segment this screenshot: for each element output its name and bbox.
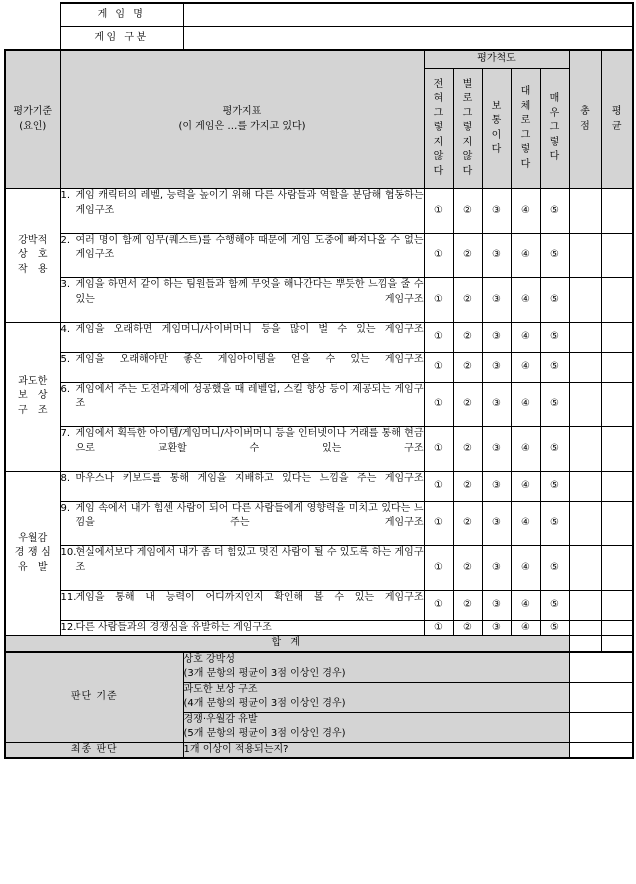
judgement-criterion-3-title: 경쟁·우월감 유발 (183, 713, 258, 725)
option-4-mark: ④ (521, 249, 530, 260)
question-text: 게임을 하면서 같이 하는 팀원들과 함께 무엇을 해나간다는 뿌듯한 느낌을 줄 수 있는 게임구조 (75, 279, 424, 305)
option-5-mark: ⑤ (550, 398, 559, 409)
question-number: 5. (60, 353, 71, 365)
row-total-cell[interactable] (569, 278, 601, 323)
option-3-mark: ③ (492, 398, 501, 409)
option-5-mark: ⑤ (550, 293, 559, 305)
header-indicator-cell (60, 50, 424, 189)
option-2-cell[interactable] (453, 322, 482, 352)
final-judgement-question: 1개 이상이 적용되는지? (183, 742, 569, 758)
option-4-cell[interactable] (511, 352, 540, 382)
option-1-cell[interactable] (424, 590, 453, 620)
option-2-mark: ② (463, 249, 472, 260)
option-4-cell[interactable] (511, 322, 540, 352)
question-cell (60, 352, 424, 382)
option-3-mark: ③ (492, 442, 501, 454)
judgement-criterion-1 (183, 652, 569, 683)
option-5-cell[interactable] (540, 471, 569, 501)
row-average-cell[interactable] (601, 278, 633, 323)
option-4-cell[interactable] (511, 590, 540, 620)
question-text: 현실에서보다 게임에서 내가 좀 더 힘있고 멋진 사람이 될 수 있도록 하는 게임구조 (75, 547, 424, 573)
row-average-cell[interactable] (601, 620, 633, 636)
row-average-cell[interactable] (601, 471, 633, 501)
question-number: 10. (60, 547, 77, 558)
option-2-cell[interactable] (453, 590, 482, 620)
question-number: 3. (60, 279, 71, 290)
judgement-criterion-3-detail: (5개 문항의 평균이 3점 이상인 경우) (183, 728, 346, 739)
option-4-cell[interactable] (511, 427, 540, 472)
option-4-mark: ④ (521, 598, 530, 610)
vertical-char: 그 (520, 129, 531, 141)
question-text: 게임을 통해 내 능력이 어디까지인지 확인해 볼 수 있는 게임구조 (75, 591, 424, 603)
option-1-cell[interactable] (424, 471, 453, 501)
row-total-cell[interactable] (569, 427, 601, 472)
question-cell (60, 233, 424, 278)
question-number: 11. (60, 591, 77, 603)
option-2-cell[interactable] (453, 233, 482, 278)
option-5-cell[interactable] (540, 501, 569, 546)
judgement-criterion-2-value[interactable] (569, 682, 633, 712)
option-1-cell[interactable] (424, 322, 453, 352)
option-1-mark: ① (434, 204, 443, 216)
question-row (5, 546, 633, 591)
vertical-char: 그 (549, 122, 560, 134)
option-4-mark: ④ (521, 330, 530, 342)
game-category-input[interactable] (183, 27, 633, 51)
vertical-char: 다 (549, 151, 560, 163)
option-3-mark: ③ (492, 330, 501, 342)
option-1-cell[interactable] (424, 352, 453, 382)
option-5-cell[interactable] (540, 620, 569, 636)
section-criteria-line: 작 용 (18, 263, 51, 275)
question-number: 8. (60, 472, 71, 484)
option-1-cell[interactable] (424, 546, 453, 591)
vertical-char: 다 (491, 144, 502, 155)
option-2-mark: ② (463, 442, 472, 454)
question-cell (60, 620, 424, 636)
vertical-char: 매 (549, 93, 560, 105)
judgement-label: 판단 기준 (5, 652, 183, 743)
option-4-cell[interactable] (511, 471, 540, 501)
option-2-mark: ② (463, 561, 472, 573)
question-row (5, 501, 633, 546)
option-5-mark: ⑤ (550, 330, 559, 342)
option-1-mark: ① (434, 249, 443, 260)
option-1-mark: ① (434, 621, 443, 633)
header-criteria-line2: (요인) (19, 120, 47, 132)
option-5-cell[interactable] (540, 590, 569, 620)
option-3-mark: ③ (492, 479, 501, 491)
question-cell (60, 471, 424, 501)
option-4-mark: ④ (521, 561, 530, 573)
option-1-mark: ① (434, 561, 443, 573)
header-indicator-line1: 평가지표 (222, 106, 262, 117)
top-row-indent (5, 3, 60, 27)
header-indicator-line2: (이 게임은 …를 가지고 있다) (178, 120, 306, 132)
final-judgement-value[interactable] (569, 742, 633, 758)
question-cell (60, 546, 424, 591)
option-2-mark: ② (463, 293, 472, 305)
question-cell (60, 278, 424, 323)
row-total-cell[interactable] (569, 322, 601, 352)
vertical-char: 않 (462, 151, 473, 163)
vertical-char: 대 (520, 86, 531, 97)
question-text: 여러 명이 함께 임무(퀘스트)를 수행해야 때문에 게임 도중에 빠져나올 수 없는 게임구조 (75, 234, 424, 260)
row-average-cell[interactable] (601, 546, 633, 591)
option-5-mark: ⑤ (550, 249, 559, 260)
option-3-cell[interactable] (482, 427, 511, 472)
section-criteria-label (5, 189, 60, 323)
vertical-char: 지 (462, 136, 473, 148)
vertical-char: 우 (549, 107, 560, 119)
option-2-mark: ② (463, 398, 472, 409)
option-2-mark: ② (463, 598, 472, 610)
option-2-mark: ② (463, 204, 472, 216)
vertical-char: 통 (491, 115, 502, 126)
question-row (5, 322, 633, 352)
option-1-cell[interactable] (424, 382, 453, 427)
option-5-mark: ⑤ (550, 479, 559, 491)
option-1-cell[interactable] (424, 501, 453, 546)
vertical-char: 평 (611, 106, 622, 117)
row-average-cell[interactable] (601, 427, 633, 472)
option-1-mark: ① (434, 442, 443, 454)
game-name-label: 게 임 명 (60, 3, 183, 27)
option-4-mark: ④ (521, 517, 530, 528)
question-number: 1. (60, 190, 71, 201)
section-criteria-line: 보 상 (18, 390, 51, 402)
option-2-mark: ② (463, 621, 472, 633)
row-average-cell[interactable] (601, 590, 633, 620)
option-1-mark: ① (434, 398, 443, 409)
option-2-cell[interactable] (453, 427, 482, 472)
question-text: 게임에서 주는 도전과제에 성공했을 때 레벨업, 스킬 향상 등이 제공되는 게임구조 (75, 383, 424, 409)
option-3-mark: ③ (492, 204, 501, 216)
option-2-mark: ② (463, 517, 472, 528)
option-2-mark: ② (463, 360, 472, 372)
question-row (5, 427, 633, 472)
section-criteria-line: 경쟁심 (14, 547, 55, 558)
row-total-cell[interactable] (569, 620, 601, 636)
option-5-mark: ⑤ (550, 442, 559, 454)
question-cell (60, 189, 424, 234)
question-text: 마우스나 키보드를 통해 게임을 지배하고 있다는 느낌을 주는 게임구조 (75, 472, 424, 484)
option-3-cell[interactable] (482, 189, 511, 234)
question-rows-body (5, 189, 633, 636)
option-1-mark: ① (434, 330, 443, 342)
vertical-char: 렇 (462, 122, 473, 134)
vertical-char: 전 (433, 78, 444, 90)
option-3-mark: ③ (492, 293, 501, 305)
option-3-cell[interactable] (482, 546, 511, 591)
option-1-cell[interactable] (424, 189, 453, 234)
option-1-mark: ① (434, 479, 443, 491)
option-2-cell[interactable] (453, 278, 482, 323)
game-category-label: 게임 구분 (60, 27, 183, 51)
option-1-cell[interactable] (424, 620, 453, 636)
option-1-cell[interactable] (424, 427, 453, 472)
option-4-cell[interactable] (511, 278, 540, 323)
game-evaluation-form-table (4, 2, 634, 759)
vertical-char: 렇 (549, 136, 560, 148)
final-judgement-row (5, 742, 633, 758)
header-row-scale-title (5, 50, 633, 69)
question-row (5, 620, 633, 636)
game-category-row (5, 27, 633, 51)
option-3-cell[interactable] (482, 382, 511, 427)
game-name-input[interactable] (183, 3, 633, 27)
header-scale-option-4 (511, 69, 540, 189)
option-5-mark: ⑤ (550, 204, 559, 216)
option-2-cell[interactable] (453, 471, 482, 501)
option-4-mark: ④ (521, 442, 530, 454)
row-total-cell[interactable] (569, 382, 601, 427)
question-text: 게임 캐릭터의 레벨, 능력을 높이기 위해 다른 사람들과 역할을 분담해 협동하는 게임구조 (75, 190, 424, 216)
header-scale-option-3 (482, 69, 511, 189)
option-3-mark: ③ (492, 561, 501, 573)
option-5-cell[interactable] (540, 352, 569, 382)
option-2-mark: ② (463, 330, 472, 342)
question-cell (60, 322, 424, 352)
top-row-indent-2 (5, 27, 60, 51)
question-row (5, 352, 633, 382)
option-5-mark: ⑤ (550, 517, 559, 528)
judgement-criterion-3-value[interactable] (569, 712, 633, 742)
section-criteria-line: 강박적 (18, 234, 48, 246)
section-criteria-line: 우월감 (18, 532, 48, 544)
judgement-criterion-1-detail: (3개 문항의 평균이 3점 이상인 경우) (183, 668, 346, 679)
question-text: 게임 속에서 내가 힘센 사람이 되어 다른 사람들에게 영향력을 미치고 있다는 느낌을 주는 게임구조 (75, 502, 424, 528)
option-4-cell[interactable] (511, 620, 540, 636)
option-4-mark: ④ (521, 398, 530, 409)
option-5-cell[interactable] (540, 546, 569, 591)
vertical-char: 그 (462, 107, 473, 119)
header-average-label (601, 50, 633, 189)
option-5-mark: ⑤ (550, 621, 559, 633)
sum-row-total-value[interactable] (569, 636, 601, 652)
section-criteria-line: 과도한 (18, 375, 48, 387)
option-2-cell[interactable] (453, 382, 482, 427)
option-4-mark: ④ (521, 621, 530, 633)
vertical-char: 지 (433, 136, 444, 148)
question-text: 게임을 오래하면 게임머니/사이버머니 등을 많이 벌 수 있는 게임구조 (75, 323, 424, 335)
header-scale-option-2 (453, 69, 482, 189)
vertical-char: 점 (580, 120, 590, 132)
question-row (5, 590, 633, 620)
option-5-cell[interactable] (540, 382, 569, 427)
option-2-mark: ② (463, 479, 472, 491)
vertical-char: 로 (520, 115, 531, 126)
judgement-criterion-3 (183, 712, 569, 742)
option-5-cell[interactable] (540, 233, 569, 278)
option-3-cell[interactable] (482, 620, 511, 636)
question-cell (60, 590, 424, 620)
option-3-cell[interactable] (482, 322, 511, 352)
question-number: 4. (60, 323, 71, 335)
judgement-criterion-1-title: 상호 강박성 (183, 653, 235, 665)
option-2-cell[interactable] (453, 501, 482, 546)
row-total-cell[interactable] (569, 471, 601, 501)
vertical-char: 혀 (433, 93, 444, 105)
question-row (5, 471, 633, 501)
option-2-cell[interactable] (453, 620, 482, 636)
header-total-label (569, 50, 601, 189)
row-average-cell[interactable] (601, 189, 633, 234)
final-judgement-label: 최종 판단 (5, 742, 183, 758)
question-text: 게임에서 획득한 아이템/게임머니/사이버머니 등을 인터넷이나 거래를 통해 현금으로 교환할 수 있는 구조 (75, 428, 424, 454)
vertical-char: 총 (580, 106, 590, 117)
option-4-cell[interactable] (511, 546, 540, 591)
vertical-char: 렇 (520, 144, 531, 155)
question-number: 2. (60, 234, 71, 246)
option-2-cell[interactable] (453, 352, 482, 382)
option-3-cell[interactable] (482, 590, 511, 620)
question-cell (60, 427, 424, 472)
question-row (5, 189, 633, 234)
judgement-criterion-1-value[interactable] (569, 652, 633, 683)
option-4-cell[interactable] (511, 501, 540, 546)
question-cell (60, 501, 424, 546)
sum-row-label: 합 계 (5, 636, 569, 652)
row-average-cell[interactable] (601, 322, 633, 352)
header-scale-option-5 (540, 69, 569, 189)
option-3-cell[interactable] (482, 471, 511, 501)
option-3-cell[interactable] (482, 501, 511, 546)
section-criteria-line: 구 조 (18, 404, 51, 416)
option-5-mark: ⑤ (550, 598, 559, 610)
row-total-cell[interactable] (569, 352, 601, 382)
vertical-char: 이 (491, 129, 502, 141)
option-1-mark: ① (434, 293, 443, 305)
question-row (5, 278, 633, 323)
option-3-mark: ③ (492, 249, 501, 260)
question-row (5, 382, 633, 427)
option-4-cell[interactable] (511, 382, 540, 427)
section-criteria-line: 상 호 (18, 249, 51, 260)
section-criteria-label (5, 322, 60, 471)
row-total-cell[interactable] (569, 189, 601, 234)
option-3-mark: ③ (492, 598, 501, 610)
option-5-cell[interactable] (540, 322, 569, 352)
option-3-cell[interactable] (482, 352, 511, 382)
row-total-cell[interactable] (569, 590, 601, 620)
option-1-cell[interactable] (424, 233, 453, 278)
option-1-mark: ① (434, 598, 443, 610)
vertical-char: 렇 (433, 122, 444, 134)
row-average-cell[interactable] (601, 233, 633, 278)
question-text: 게임을 오래해야만 좋은 게임아이템을 얻을 수 있는 게임구조 (75, 353, 424, 365)
vertical-char: 보 (491, 100, 502, 112)
judgement-criterion-2-detail: (4개 문항의 평균이 3점 이상인 경우) (183, 698, 346, 709)
option-5-cell[interactable] (540, 278, 569, 323)
header-scale-title: 평가척도 (424, 50, 569, 69)
option-5-mark: ⑤ (550, 561, 559, 573)
vertical-char: 체 (520, 100, 531, 112)
question-number: 12. (60, 621, 77, 633)
option-5-mark: ⑤ (550, 360, 559, 372)
row-total-cell[interactable] (569, 501, 601, 546)
judgement-criterion-2 (183, 682, 569, 712)
option-1-mark: ① (434, 517, 443, 528)
vertical-char: 않 (433, 151, 444, 163)
option-5-cell[interactable] (540, 427, 569, 472)
option-4-mark: ④ (521, 479, 530, 491)
row-average-cell[interactable] (601, 501, 633, 546)
option-1-mark: ① (434, 360, 443, 372)
row-average-cell[interactable] (601, 352, 633, 382)
section-criteria-line: 유 발 (18, 561, 51, 573)
header-criteria-line1: 평가기준 (13, 106, 53, 117)
section-criteria-label (5, 471, 60, 636)
option-3-mark: ③ (492, 621, 501, 633)
question-number: 7. (60, 428, 71, 439)
question-row (5, 233, 633, 278)
question-number: 6. (60, 383, 71, 395)
vertical-char: 다 (520, 158, 531, 170)
option-3-mark: ③ (492, 517, 501, 528)
option-4-mark: ④ (521, 360, 530, 372)
vertical-char: 별 (462, 78, 473, 90)
option-3-cell[interactable] (482, 278, 511, 323)
vertical-char: 다 (433, 165, 444, 177)
option-5-cell[interactable] (540, 189, 569, 234)
option-3-cell[interactable] (482, 233, 511, 278)
option-1-cell[interactable] (424, 278, 453, 323)
option-2-cell[interactable] (453, 189, 482, 234)
option-4-cell[interactable] (511, 233, 540, 278)
judgement-criterion-2-title: 과도한 보상 구조 (183, 683, 258, 695)
vertical-char: 그 (433, 107, 444, 119)
question-number: 9. (60, 502, 71, 514)
sum-row-average-value[interactable] (601, 636, 633, 652)
judgement-row-1 (5, 652, 633, 683)
row-average-cell[interactable] (601, 382, 633, 427)
vertical-char: 다 (462, 165, 473, 177)
header-scale-option-1 (424, 69, 453, 189)
row-total-cell[interactable] (569, 546, 601, 591)
header-criteria-cell (5, 50, 60, 189)
question-text: 다른 사람들과의 경쟁심을 유발하는 게임구조 (75, 621, 272, 633)
vertical-char: 균 (611, 120, 622, 132)
question-cell (60, 382, 424, 427)
game-name-row (5, 3, 633, 27)
sum-row (5, 636, 633, 652)
option-3-mark: ③ (492, 360, 501, 372)
option-4-mark: ④ (521, 293, 530, 305)
row-total-cell[interactable] (569, 233, 601, 278)
option-4-cell[interactable] (511, 189, 540, 234)
option-2-cell[interactable] (453, 546, 482, 591)
option-4-mark: ④ (521, 204, 530, 216)
vertical-char: 로 (462, 93, 473, 105)
